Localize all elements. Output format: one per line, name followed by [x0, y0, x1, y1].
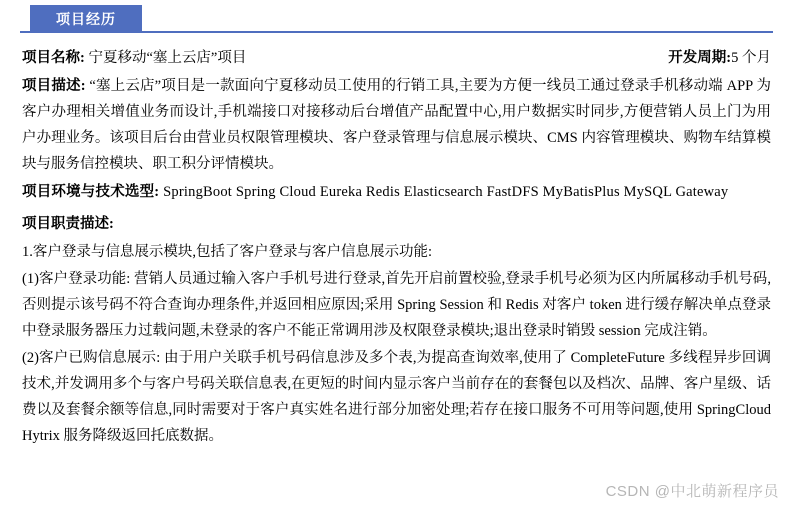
project-description-value: “塞上云店”项目是一款面向宁夏移动员工使用的行销工具,主要为方便一线员工通过登录手机移动端 APP 为客户办理相关增值业务而设计,手机端接口对接移动后台增值产品配置中心,用户数据实时同步,方便营销人员上门为用户办理业务。该项目后台由营业员权限管理模块、客户登录管理与信息展示模块、CMS 内容管理模块、购物车结算模块与服务信控模块、职工积分评情模块。	[22, 78, 771, 172]
responsibility-item: (2)客户已购信息展示: 由于用户关联手机号码信息涉及多个表,为提高查询效率,使用了 CompleteFuture 多线程异步回调技术,并发调用多个与客户号码关联信息表,在更短的时间内显示客户当前存在的套餐包以及档次、品牌、客户星级、话费以及套餐余额等信息,同时需要对于客户真实姓名进行部分加密处理;若存在接口服务不可用等问题,使用 SpringCloud Hytrix 服务降级返回托底数据。	[22, 350, 771, 444]
document-content	[0, 35, 793, 449]
project-description-label: 项目描述:	[22, 78, 86, 94]
document-header	[0, 5, 793, 35]
project-tech-value: SpringBoot Spring Cloud Eureka Redis Elasticsearch FastDFS MyBatisPlus MySQL Gateway	[163, 184, 729, 200]
project-name-value: 宁夏移动“塞上云店”项目	[88, 50, 247, 66]
watermark-text: CSDN @中北萌新程序员	[605, 483, 779, 500]
project-name-row	[22, 45, 771, 71]
document-page	[0, 5, 793, 509]
project-tech-label: 项目环境与技术选型:	[22, 184, 160, 200]
project-description-paragraph	[22, 73, 771, 177]
responsibility-item: 1.客户登录与信息展示模块,包括了客户登录与客户信息展示功能:	[22, 244, 433, 260]
project-tech-paragraph	[22, 179, 771, 205]
project-duration-group	[668, 45, 771, 71]
project-duration-value: 5 个月	[731, 50, 771, 66]
project-name-group	[22, 45, 246, 71]
project-duration-label: 开发周期:	[668, 50, 732, 66]
responsibilities-title: 项目职责描述:	[22, 216, 114, 232]
responsibility-item: (1)客户登录功能: 营销人员通过输入客户手机号进行登录,首先开启前置校验,登录手机号必须为区内所属移动手机号码,否则提示该号码不符合查询办理条件,并返回相应原因;采用 Spring Session 和 Redis 对客户 token 进行缓存解决单点登录中登录服务器压力过载问题,未登录的客户不能正常调用涉及权限登录模块;退出登录时销毁 session 完成注销。	[22, 271, 771, 339]
project-name-label: 项目名称:	[22, 50, 85, 66]
section-tab-project-experience: 项目经历	[30, 5, 142, 32]
